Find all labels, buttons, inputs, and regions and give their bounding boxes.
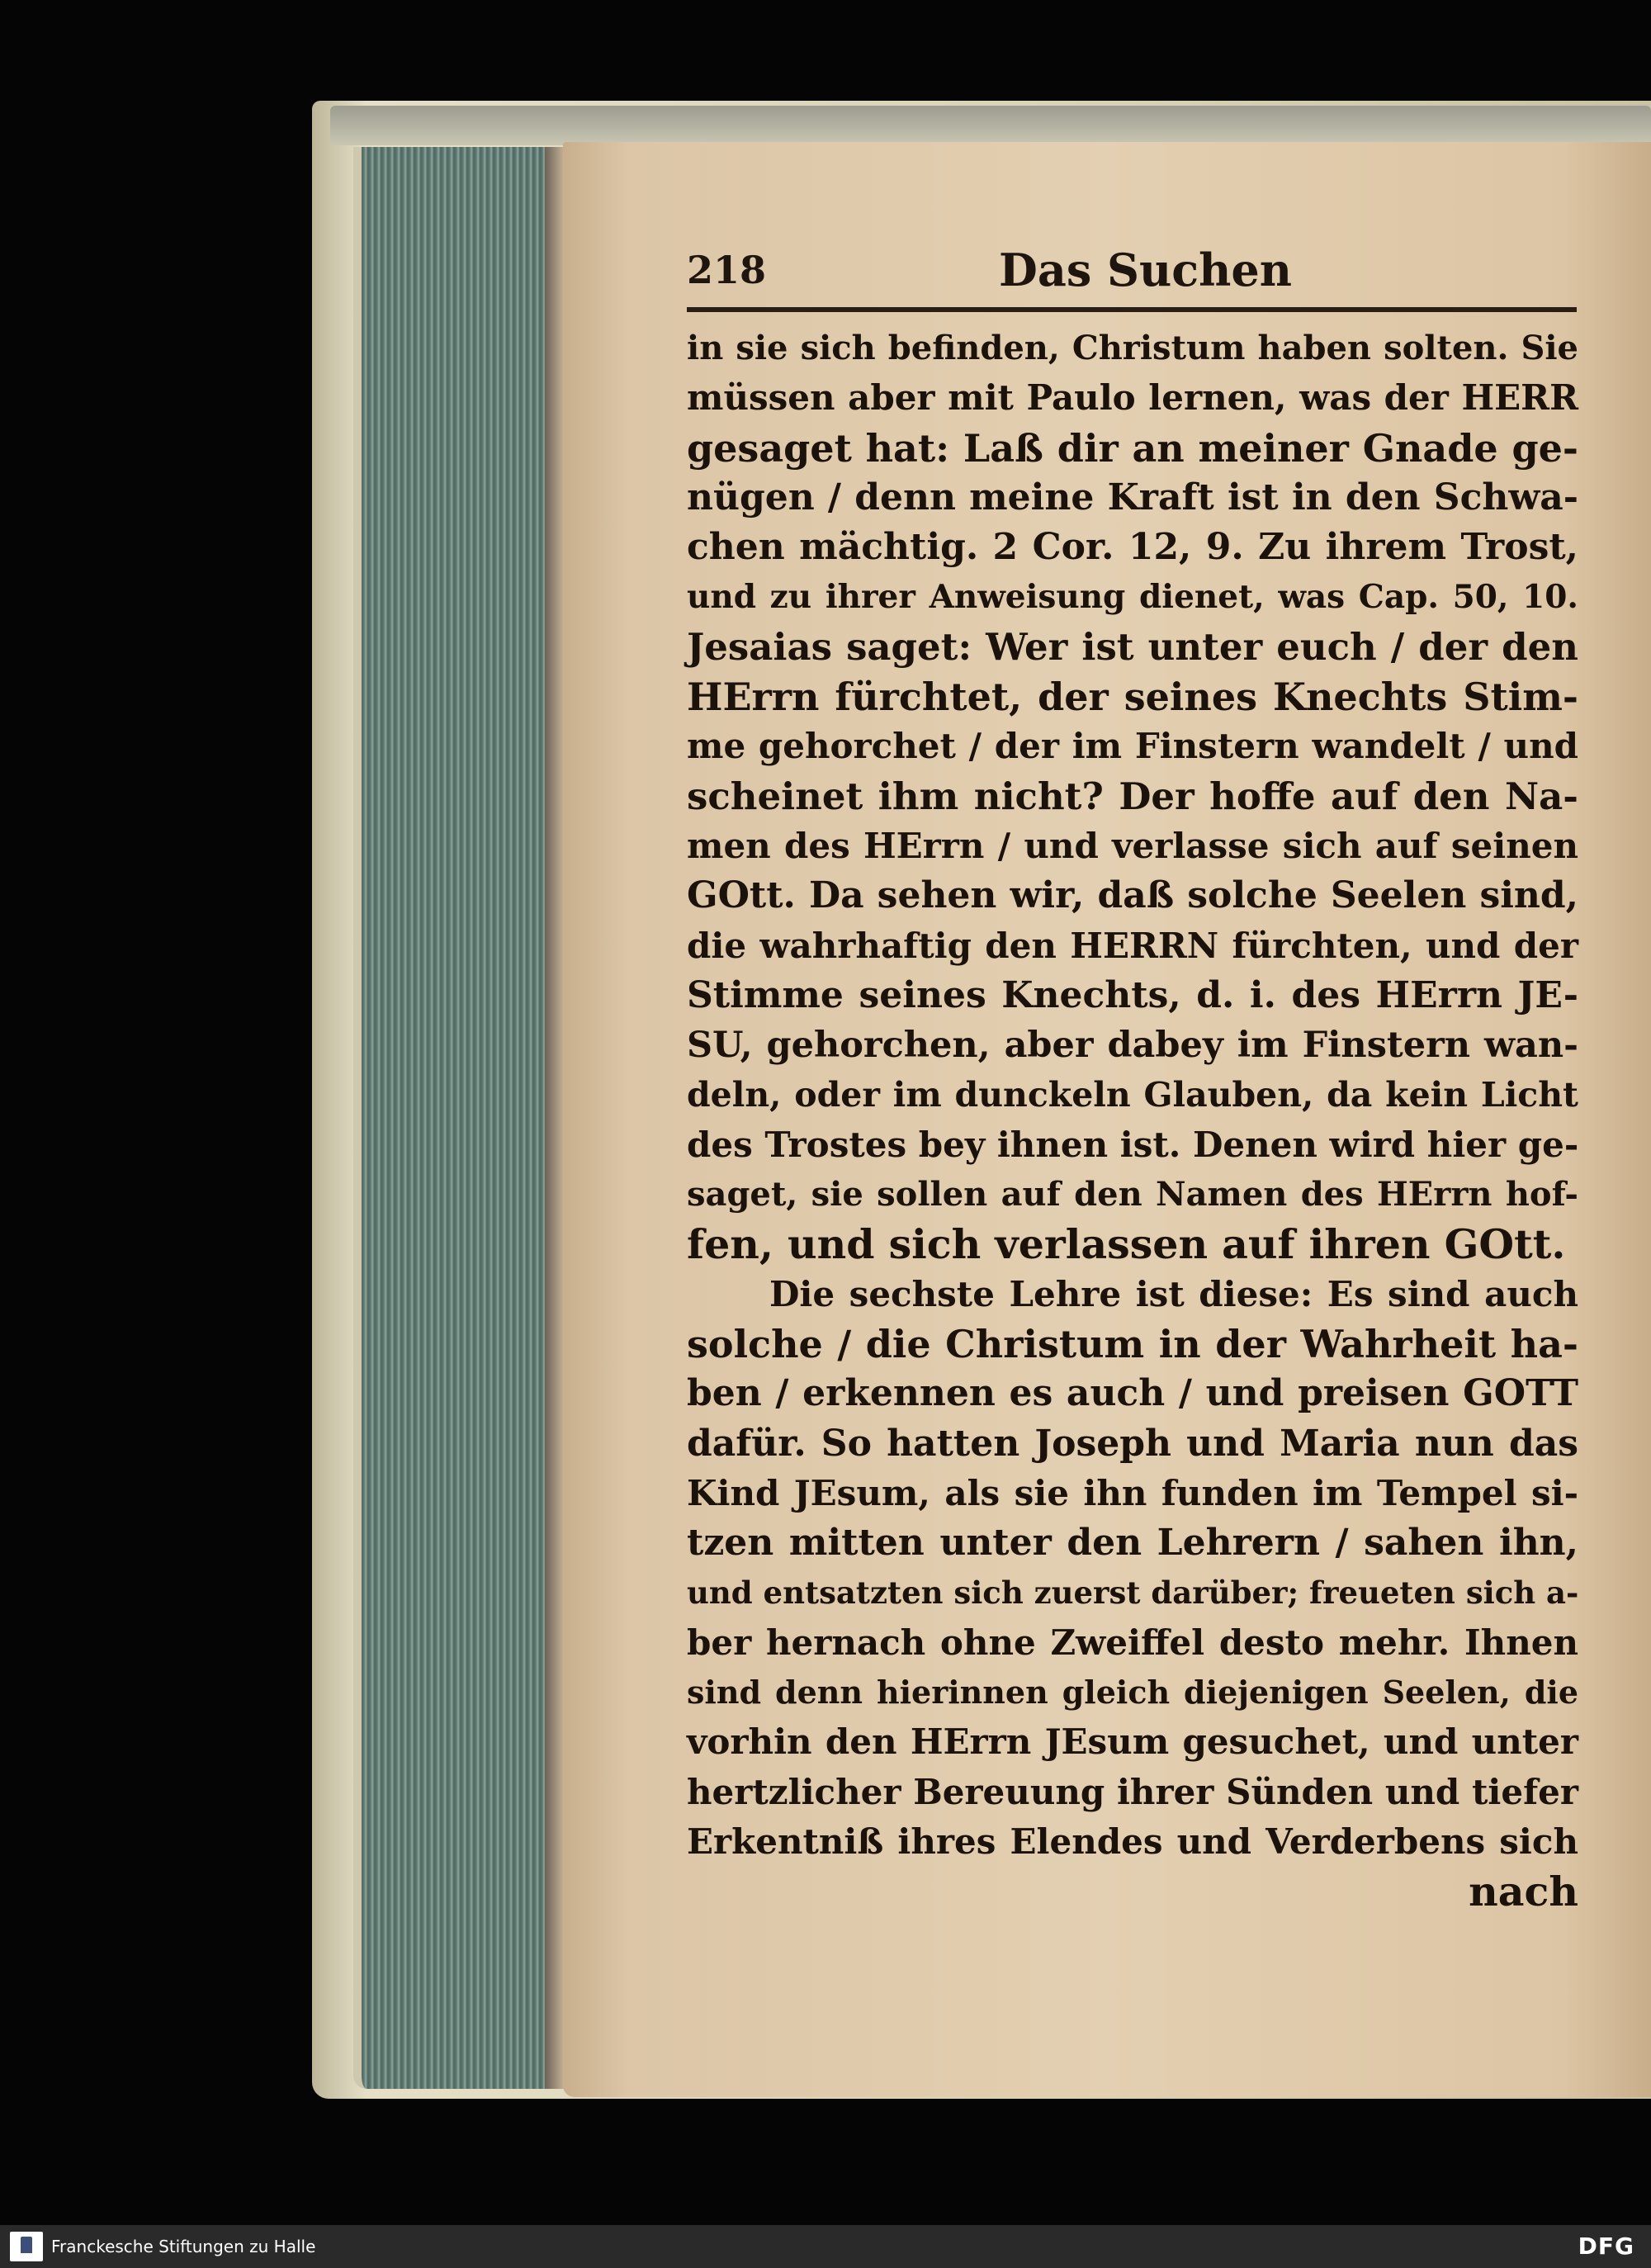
text-line: in sie sich befinden, Christum haben solten. Sie <box>687 329 1578 367</box>
text-line: me gehorchet / der im Finstern wandelt / und <box>687 726 1578 767</box>
text-line: Stimme seines Knechts, d. i. des HErrn JE- <box>687 973 1578 1016</box>
text-line: hertzlicher Bereuung ihrer Sünden und tiefer <box>687 1771 1578 1812</box>
running-head <box>687 241 1577 312</box>
text-line: dafür. So hatten Joseph und Maria nun das <box>687 1422 1578 1465</box>
text-line: und zu ihrer Anweisung dienet, was Cap. 50, 10. <box>687 578 1578 617</box>
catchword: nach <box>1469 1868 1578 1916</box>
text-line: Erkentniß ihres Elendes und Verderbens sich <box>687 1821 1578 1862</box>
institution-name: Franckesche Stiftungen zu Halle <box>51 2237 316 2256</box>
viewer-footer <box>0 2225 1651 2268</box>
text-line: scheinet ihm nicht? Der hoffe auf den Na- <box>687 774 1578 818</box>
institution-logo-icon[interactable] <box>10 2232 43 2261</box>
text-line: müssen aber mit Paulo lernen, was der HERR <box>687 377 1578 419</box>
running-title: Das Suchen <box>999 244 1293 296</box>
text-line: saget, sie sollen auf den Namen des HErrn hof- <box>687 1175 1578 1214</box>
text-line: men des HErrn / und verlasse sich auf seinen <box>687 825 1578 866</box>
funder-logo: DFG <box>1578 2232 1634 2260</box>
text-line: SU, gehorchen, aber dabey im Finstern wan- <box>687 1025 1578 1067</box>
text-line: solche / die Christum in der Wahrheit ha- <box>687 1321 1578 1366</box>
text-line: des Trostes bey ihnen ist. Denen wird hier ge- <box>687 1124 1579 1165</box>
text-line: gesaget hat: Laß dir an meiner Gnade ge- <box>687 425 1578 471</box>
book-cover-top-edge <box>330 106 1651 145</box>
text-line: fen, und sich verlassen auf ihren GOtt. <box>687 1220 1566 1269</box>
text-line: ben / erkennen es auch / und preisen GOTT <box>687 1372 1578 1415</box>
text-line: HErrn fürchtet, der seines Knechts Stim- <box>687 675 1578 720</box>
page-edges <box>353 147 556 2089</box>
text-line: nügen / denn meine Kraft ist in den Schwa- <box>687 476 1578 518</box>
text-line: und entsatzten sich zuerst darüber; freueten sich a- <box>687 1574 1579 1612</box>
text-line: die wahrhaftig den HERRN fürchten, und der <box>687 925 1578 966</box>
text-line: sind denn hierinnen gleich diejenigen Seelen, die <box>687 1674 1578 1712</box>
page-number: 218 <box>687 248 767 292</box>
text-line: ber hernach ohne Zweiffel desto mehr. Ihnen <box>687 1622 1578 1663</box>
text-line: GOtt. Da sehen wir, daß solche Seelen sind, <box>687 874 1578 917</box>
text-line: Jesaias saget: Wer ist unter euch / der den <box>687 624 1578 669</box>
text-line: vorhin den HErrn JEsum gesuchet, und unter <box>687 1721 1578 1763</box>
text-line: tzen mitten unter den Lehrern / sahen ihn, <box>687 1522 1578 1565</box>
gutter-shadow <box>545 147 565 2089</box>
text-line: Kind JEsum, als sie ihn funden im Tempel si- <box>687 1472 1578 1513</box>
text-line: deln, oder im dunckeln Glauben, da kein Licht <box>687 1075 1578 1115</box>
text-line: chen mächtig. 2 Cor. 12, 9. Zu ihrem Trost, <box>687 526 1578 569</box>
text-block <box>687 324 1578 1917</box>
text-line: Die sechste Lehre ist diese: Es sind auch <box>769 1273 1578 1314</box>
